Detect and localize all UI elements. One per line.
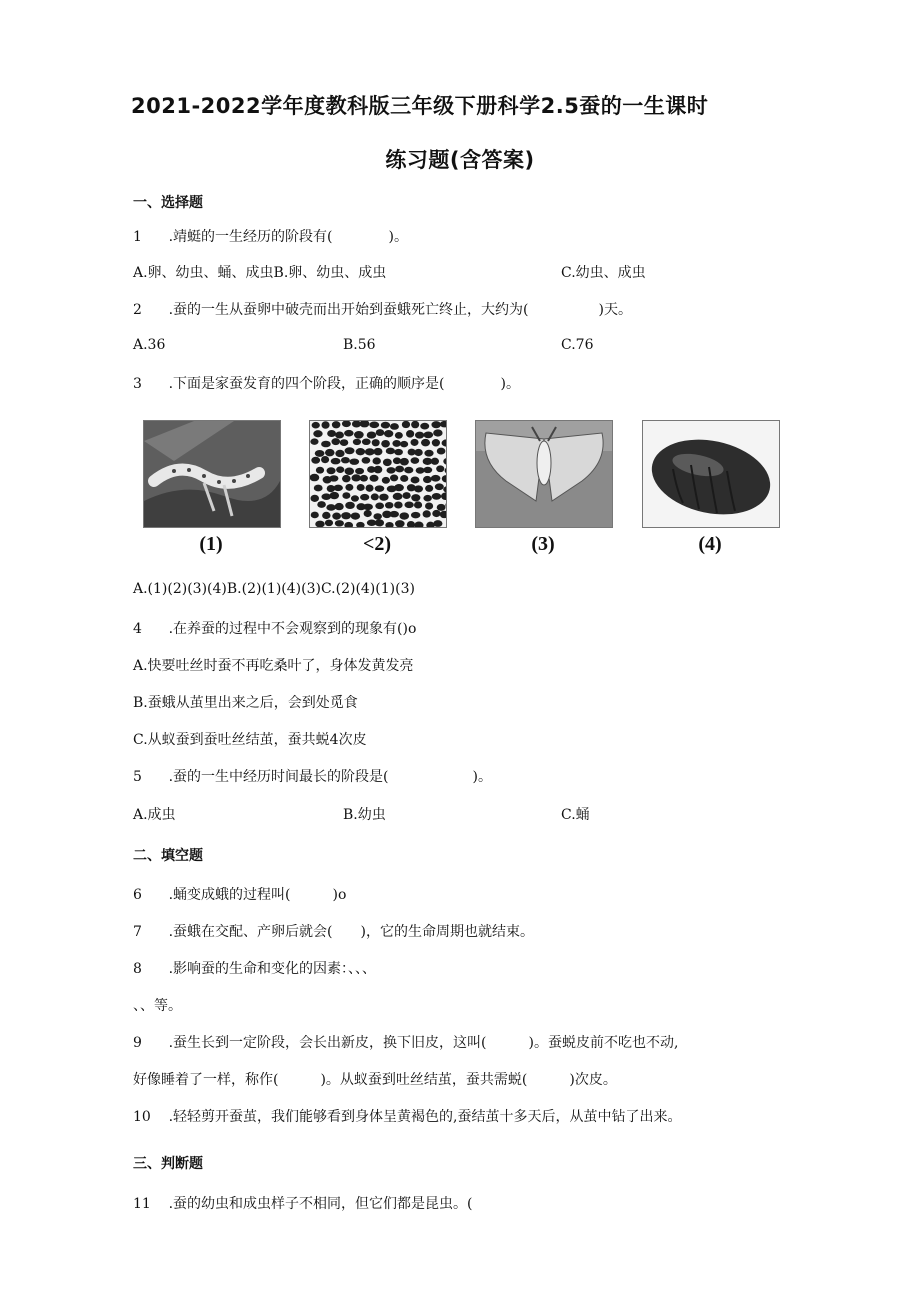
question-5-option-c: C.蛹: [561, 807, 590, 823]
section-heading-fill: 二、填空题: [133, 848, 203, 864]
silk-moth-image: [475, 420, 613, 528]
document-title-line2: 练习题(含答案): [385, 148, 535, 172]
question-4-option-a: A.快要吐丝时蚕不再吃桑叶了，身体发黄发亮: [133, 658, 414, 674]
question-10: 10 .轻轻剪开蚕茧，我们能够看到身体呈黄褐色的,蚕结茧十多天后，从茧中钻了出来。: [133, 1109, 682, 1125]
silkworm-pupa-image: [642, 420, 780, 528]
question-5-option-b: B.幼虫: [343, 807, 386, 823]
question-2-stem: 2 .蚕的一生从蚕卵中破壳而出开始到蚕蛾死亡终止，大约为( )天。: [133, 302, 632, 318]
question-4-stem: 4 .在养蚕的过程中不会观察到的现象有()o: [133, 621, 417, 637]
question-1-stem: 1 .靖蜓的一生经历的阶段有( )。: [133, 229, 408, 245]
question-1-options-ab: A.卵、幼虫、蛹、成虫B.卵、幼虫、成虫: [133, 265, 387, 281]
question-7: 7 .蚕蛾在交配、产卵后就会( )，它的生命周期也就结束。: [133, 924, 534, 940]
question-8-line1: 8 .影响蚕的生命和变化的因素：、、、: [133, 961, 377, 977]
question-6: 6 .蛹变成蛾的过程叫( )o: [133, 887, 347, 903]
question-9-line1: 9 .蚕生长到一定阶段，会长出新皮，换下旧皮，这叫( )。蚕蜕皮前不吃也不动,: [133, 1035, 679, 1051]
question-4-option-b: B.蚕蛾从茧里出来之后，会到处觅食: [133, 695, 358, 711]
question-1-option-c: C.幼虫、成虫: [561, 265, 646, 281]
question-3-stem: 3 .下面是家蚕发育的四个阶段，正确的顺序是( )。: [133, 376, 520, 392]
question-8-line2: 、、等。: [133, 998, 182, 1014]
image-caption-1: (1): [199, 533, 223, 555]
document-title-line1: 2021-2022学年度教科版三年级下册科学2.5蚕的一生课时: [131, 94, 709, 118]
question-3-options: A.(1)(2)(3)(4)B.(2)(1)(4)(3)C.(2)(4)(1)(3): [133, 581, 415, 597]
question-11: 11 .蚕的幼虫和成虫样子不相同，但它们都是昆虫。(: [133, 1196, 473, 1212]
silkworm-larva-image: [143, 420, 281, 528]
image-caption-2: <2): [362, 533, 392, 555]
question-2-option-c: C.76: [561, 337, 594, 353]
section-heading-choice: 一、选择题: [133, 195, 203, 211]
question-9-line2: 好像睡着了一样，称作( )。从蚁蚕到吐丝结茧，蚕共需蜕( )次皮。: [133, 1072, 617, 1088]
question-5-option-a: A.成虫: [133, 807, 176, 823]
silkworm-eggs-image: [309, 420, 447, 528]
question-5-stem: 5 .蚕的一生中经历时间最长的阶段是( )。: [133, 769, 492, 785]
image-caption-4: (4): [698, 533, 722, 555]
question-4-option-c: C.从蚁蚕到蚕吐丝结茧，蚕共蜕4次皮: [133, 732, 367, 748]
image-caption-3: (3): [531, 533, 555, 555]
section-heading-judge: 三、判断题: [133, 1156, 203, 1172]
question-2-option-a: A.36: [133, 337, 166, 353]
question-2-option-b: B.56: [343, 337, 376, 353]
